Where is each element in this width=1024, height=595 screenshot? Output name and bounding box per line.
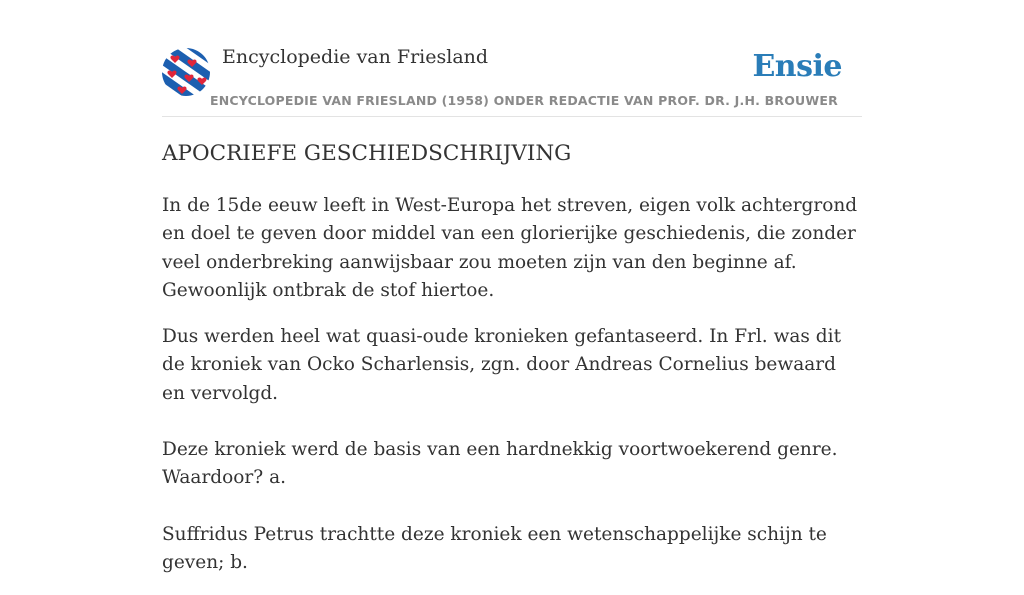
article-title: APOCRIEFE GESCHIEDSCHRIJVING [162, 141, 572, 166]
frisian-flag-icon[interactable] [162, 48, 210, 96]
site-header [162, 44, 862, 117]
article [162, 140, 862, 595]
ensie-brand-link[interactable]: Ensie [752, 49, 842, 84]
site-subtitle: ENCYCLOPEDIE VAN FRIESLAND (1958) ONDER REDACTIE VAN PROF. DR. J.H. BROUWER [210, 93, 838, 108]
site-title[interactable]: Encyclopedie van Friesland [222, 46, 489, 68]
article-paragraph: Suffridus Petrus trachtte deze kroniek een wetenschappelijke schijn te geven; b. [162, 523, 827, 573]
article-paragraph: Dus werden heel wat quasi-oude kronieken gefantaseerd. In Frl. was dit de kroniek van Ocko Scharlensis, zgn. door Andreas Cornelius bewaard en vervolgd. [162, 326, 841, 404]
article-paragraph: In de 15de eeuw leeft in West-Europa het streven, eigen volk achtergrond en doel te geven door middel van een glorierijke geschiedenis, die zonder veel onderbreking aanwijsbaar zou moeten zijn van den beginne af. Gewoonlijk ontbrak de stof hiertoe. [162, 195, 858, 301]
article-paragraph: Deze kroniek werd de basis van een hardnekkig voortwoekerend genre. Waardoor? a. [162, 439, 838, 489]
